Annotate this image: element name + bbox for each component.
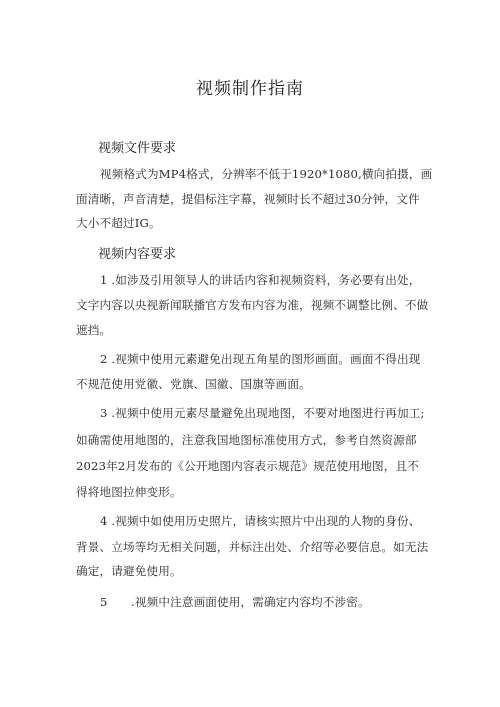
list-item-line: 2 .视频中使用元素避免出现五角星的图形画面。画面不得出现 [100,352,421,366]
list-item-line: 3 .视频中使用元素尽量避免出现地图，不要对地图进行再加工; [100,406,425,420]
list-item-line: 遮挡。 [76,323,112,337]
list-item-line: 如确需使用地图的，注意我国地图标准使用方式，参考自然资源部 [76,433,417,447]
section-heading-file-requirements: 视频文件要求 [98,141,177,156]
list-item-line: 1 .如涉及引用领导人的讲话内容和视频资料，务必要有出处， [100,273,421,287]
list-item-line: 不规范使用党徽、党旗、国徽、国旗等画面。 [76,377,311,391]
list-item-line: 确定，请避免使用。 [76,564,182,578]
page-title: 视频制作指南 [196,79,304,99]
list-item-line: 2023年2月发布的《公开地图内容表示规范》规范使用地图，且不 [76,459,419,473]
paragraph-line: 面清晰，声音清楚，提倡标注字幕，视频时长不超过30分钟，文件 [76,192,420,206]
paragraph-line: 大小不超过IG。 [76,216,161,230]
list-item-line: 5 .视频中注意画面使用，需确定内容均不涉密。 [100,595,370,609]
list-item-line: 得将地图拉伸变形。 [76,485,182,499]
list-item-line: 4 .视频中如使用历史照片，请核实照片中出现的人物的身份、 [100,514,421,528]
list-item-line: 文字内容以央视新闻联播官方发布内容为准，视频不调整比例、不做 [76,298,429,312]
list-item-line: 背景、立场等均无相关问题，并标注出处、介绍等必要信息。如无法 [76,540,429,554]
paragraph-line: 视频格式为MP4格式，分辨率不低于1920*1080,横向拍摄，画 [100,167,433,181]
section-heading-content-requirements: 视频内容要求 [98,247,177,262]
